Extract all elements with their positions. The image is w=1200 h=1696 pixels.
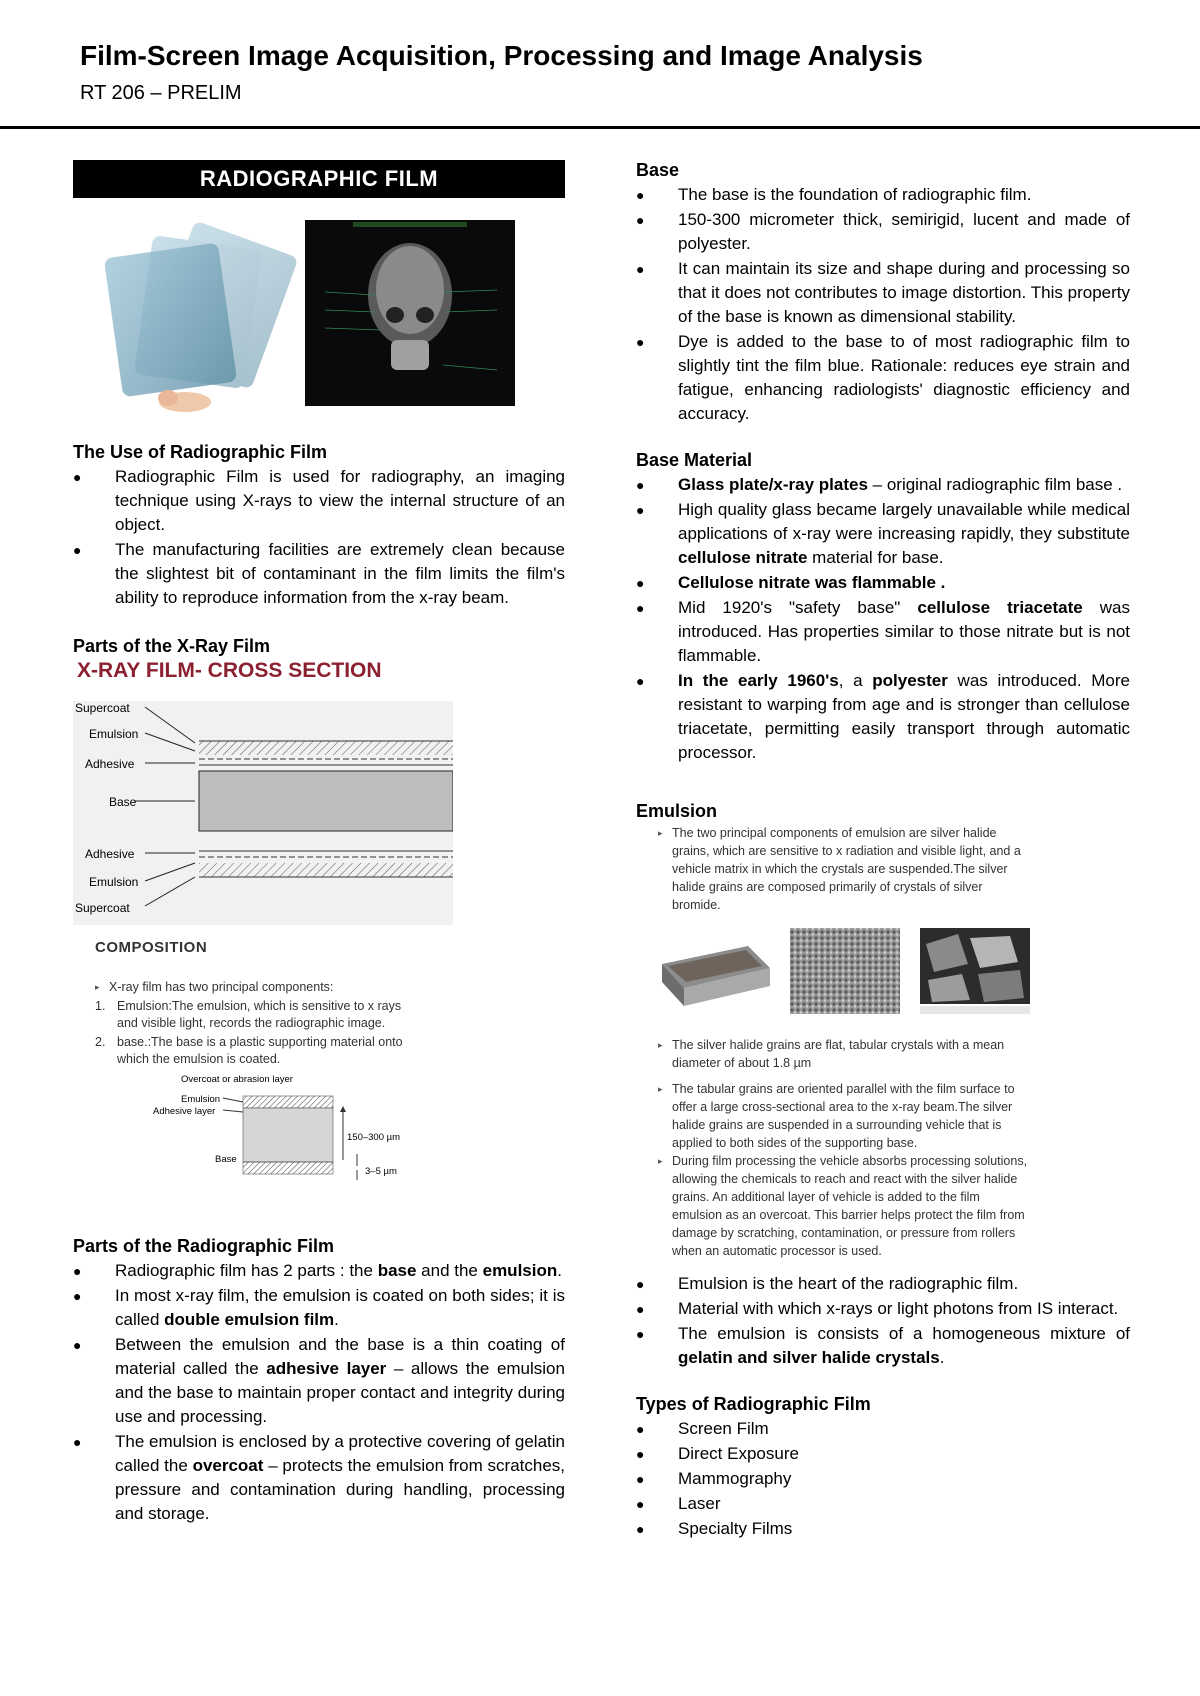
- base-label: Base: [215, 1154, 237, 1165]
- base-material-item: ● Cellulose nitrate was flammable .: [636, 571, 1130, 595]
- right-column: [636, 160, 1130, 1542]
- layer-label: Adhesive: [85, 757, 135, 771]
- emulsion-micrographs: [658, 924, 1030, 1020]
- layer-label: Supercoat: [75, 701, 130, 715]
- emulsion-item: ● Material with which x-rays or light photons from IS interact.: [636, 1297, 1130, 1321]
- layer-label: Supercoat: [75, 901, 130, 915]
- use-item: ● The manufacturing facilities are extremely clean because the slightest bit of contaminant in the film limits the film's ability to reproduce information from the x-ray beam.: [73, 538, 565, 610]
- composition-intro: ▸ X-ray film has two principal components:: [95, 978, 425, 996]
- emulsion-label: Emulsion: [181, 1094, 221, 1105]
- layer-label: Base: [109, 795, 137, 809]
- types-item: ● Direct Exposure: [636, 1442, 1130, 1466]
- parts-rf-heading: Parts of the Radiographic Film: [73, 1236, 335, 1256]
- parts-rf-item: ● Between the emulsion and the base is a thin coating of material called the adhesive layer – allows the emulsion and the base to maintain proper contact and integrity during use and processing.: [73, 1333, 565, 1429]
- emulsion-section: [636, 801, 1130, 1370]
- cross-section-title: X-RAY FILM- CROSS SECTION: [77, 659, 382, 682]
- parts-rf-item: ● In most x-ray film, the emulsion is coated on both sides; it is called double emulsion film.: [73, 1284, 565, 1332]
- emulsion-slide: [658, 824, 1030, 1260]
- types-section: [636, 1394, 1130, 1541]
- types-heading: Types of Radiographic Film: [636, 1394, 871, 1414]
- parts-xray-section: [73, 636, 565, 1184]
- parts-rf-section: [73, 1236, 565, 1526]
- layer-label: Adhesive: [85, 847, 135, 861]
- adhesive-label: Adhesive layer: [153, 1106, 216, 1117]
- composition-slide: [95, 939, 425, 1184]
- parts-rf-item: ● Radiographic film has 2 parts : the base and the emulsion.: [73, 1259, 565, 1283]
- base-material-item: ● High quality glass became largely unavailable while medical applications of x-ray were increasing rapidly, they substitute cellulose nitrate material for base.: [636, 498, 1130, 570]
- types-item: ● Specialty Films: [636, 1517, 1130, 1541]
- emulsion-slide-text: ▸ The tabular grains are oriented parallel with the film surface to offer a large cross-sectional area to the x-ray beam.The silver halide grains are suspended in a surrounding vehicle that is applied to both sides of the supporting base.: [658, 1080, 1030, 1152]
- composition-item-1: 1. Emulsion:The emulsion, which is sensitive to x rays and visible light, records the radiographic image.: [95, 999, 402, 1030]
- layer-label: Emulsion: [89, 875, 139, 889]
- intro-images: [73, 220, 565, 420]
- base-section: [636, 160, 1130, 426]
- emulsion-slide-text: ▸ The two principal components of emulsion are silver halide grains, which are sensitive to x radiation and visible light, and a vehicle matrix in which the crystals are suspended.The silver halide grains are composed primarily of crystals of silver bromide.: [658, 824, 1030, 914]
- overcoat-label: Overcoat or abrasion layer: [181, 1074, 293, 1085]
- emulsion-item: ● Emulsion is the heart of the radiographic film.: [636, 1272, 1130, 1296]
- cross-section-diagram: [73, 701, 453, 925]
- thick-label: 150–300 µm: [347, 1132, 401, 1143]
- parts-xray-heading: Parts of the X-Ray Film: [73, 636, 271, 656]
- base-item: ● It can maintain its size and shape during and processing so that it does not contributes to image distortion. This property of the base is known as dimensional stability.: [636, 257, 1130, 329]
- layer-thickness-diagram: [95, 1072, 425, 1184]
- types-item: ● Laser: [636, 1492, 1130, 1516]
- base-material-item: ● Glass plate/x-ray plates – original radiographic film base .: [636, 473, 1130, 497]
- use-item: ● Radiographic Film is used for radiography, an imaging technique using X-rays to view the internal structure of an object.: [73, 465, 565, 537]
- document-subtitle: RT 206 – PRELIM: [80, 82, 242, 104]
- emulsion-slide-text: ▸ During film processing the vehicle absorbs processing solutions, allowing the chemicals to reach and react with the silver halide grains. An additional layer of vehicle is added to the film emulsion as an overcoat. This barrier helps protect the film from damage by scratching, contamination, or pressure from rollers when an automatic processor is used.: [658, 1152, 1030, 1260]
- base-material-item: ● In the early 1960's, a polyester was introduced. More resistant to warping from age and is stronger than cellulose triacetate, permitting easily transport through automatic processor.: [636, 669, 1130, 765]
- emulsion-heading: Emulsion: [636, 801, 718, 821]
- skull-xray-image: [305, 220, 515, 406]
- base-material-heading: Base Material: [636, 450, 753, 470]
- emulsion-slide-text: ▸ The silver halide grains are flat, tabular crystals with a mean diameter of about 1.8 µm: [658, 1036, 1030, 1072]
- base-item: ● 150-300 micrometer thick, semirigid, lucent and made of polyester.: [636, 208, 1130, 256]
- base-material-section: [636, 450, 1130, 765]
- document-title: Film-Screen Image Acquisition, Processing and Image Analysis: [80, 40, 923, 71]
- composition-title: COMPOSITION: [95, 939, 208, 956]
- base-item: ● The base is the foundation of radiographic film.: [636, 183, 1130, 207]
- header-divider: [0, 126, 1200, 129]
- thin-label: 3–5 µm: [365, 1166, 397, 1177]
- use-heading: The Use of Radiographic Film: [73, 442, 328, 462]
- types-item: ● Screen Film: [636, 1417, 1130, 1441]
- left-column: [73, 160, 565, 1527]
- base-heading: Base: [636, 160, 680, 180]
- parts-rf-item: ● The emulsion is enclosed by a protective covering of gelatin called the overcoat – protects the emulsion from scratches, pressure and contamination during handling, processing and storage.: [73, 1430, 565, 1526]
- layer-label: Emulsion: [89, 727, 139, 741]
- radiographic-film-banner: RADIOGRAPHIC FILM: [73, 160, 565, 198]
- emulsion-item: ● The emulsion is consists of a homogeneous mixture of gelatin and silver halide crystals.: [636, 1322, 1130, 1370]
- film-sheets-photo: [73, 220, 303, 416]
- use-section: [73, 442, 565, 610]
- composition-item-2: 2. base.:The base is a plastic supporting material onto which the emulsion is coated.: [95, 1035, 403, 1066]
- types-item: ● Mammography: [636, 1467, 1130, 1491]
- base-material-item: ● Mid 1920's "safety base" cellulose triacetate was introduced. Has properties similar to those nitrate but is not flammable.: [636, 596, 1130, 668]
- base-item: ● Dye is added to the base to of most radiographic film to slightly tint the film blue. Rationale: reduces eye strain and fatigue, enhancing radiologists' diagnostic efficiency and accuracy.: [636, 330, 1130, 426]
